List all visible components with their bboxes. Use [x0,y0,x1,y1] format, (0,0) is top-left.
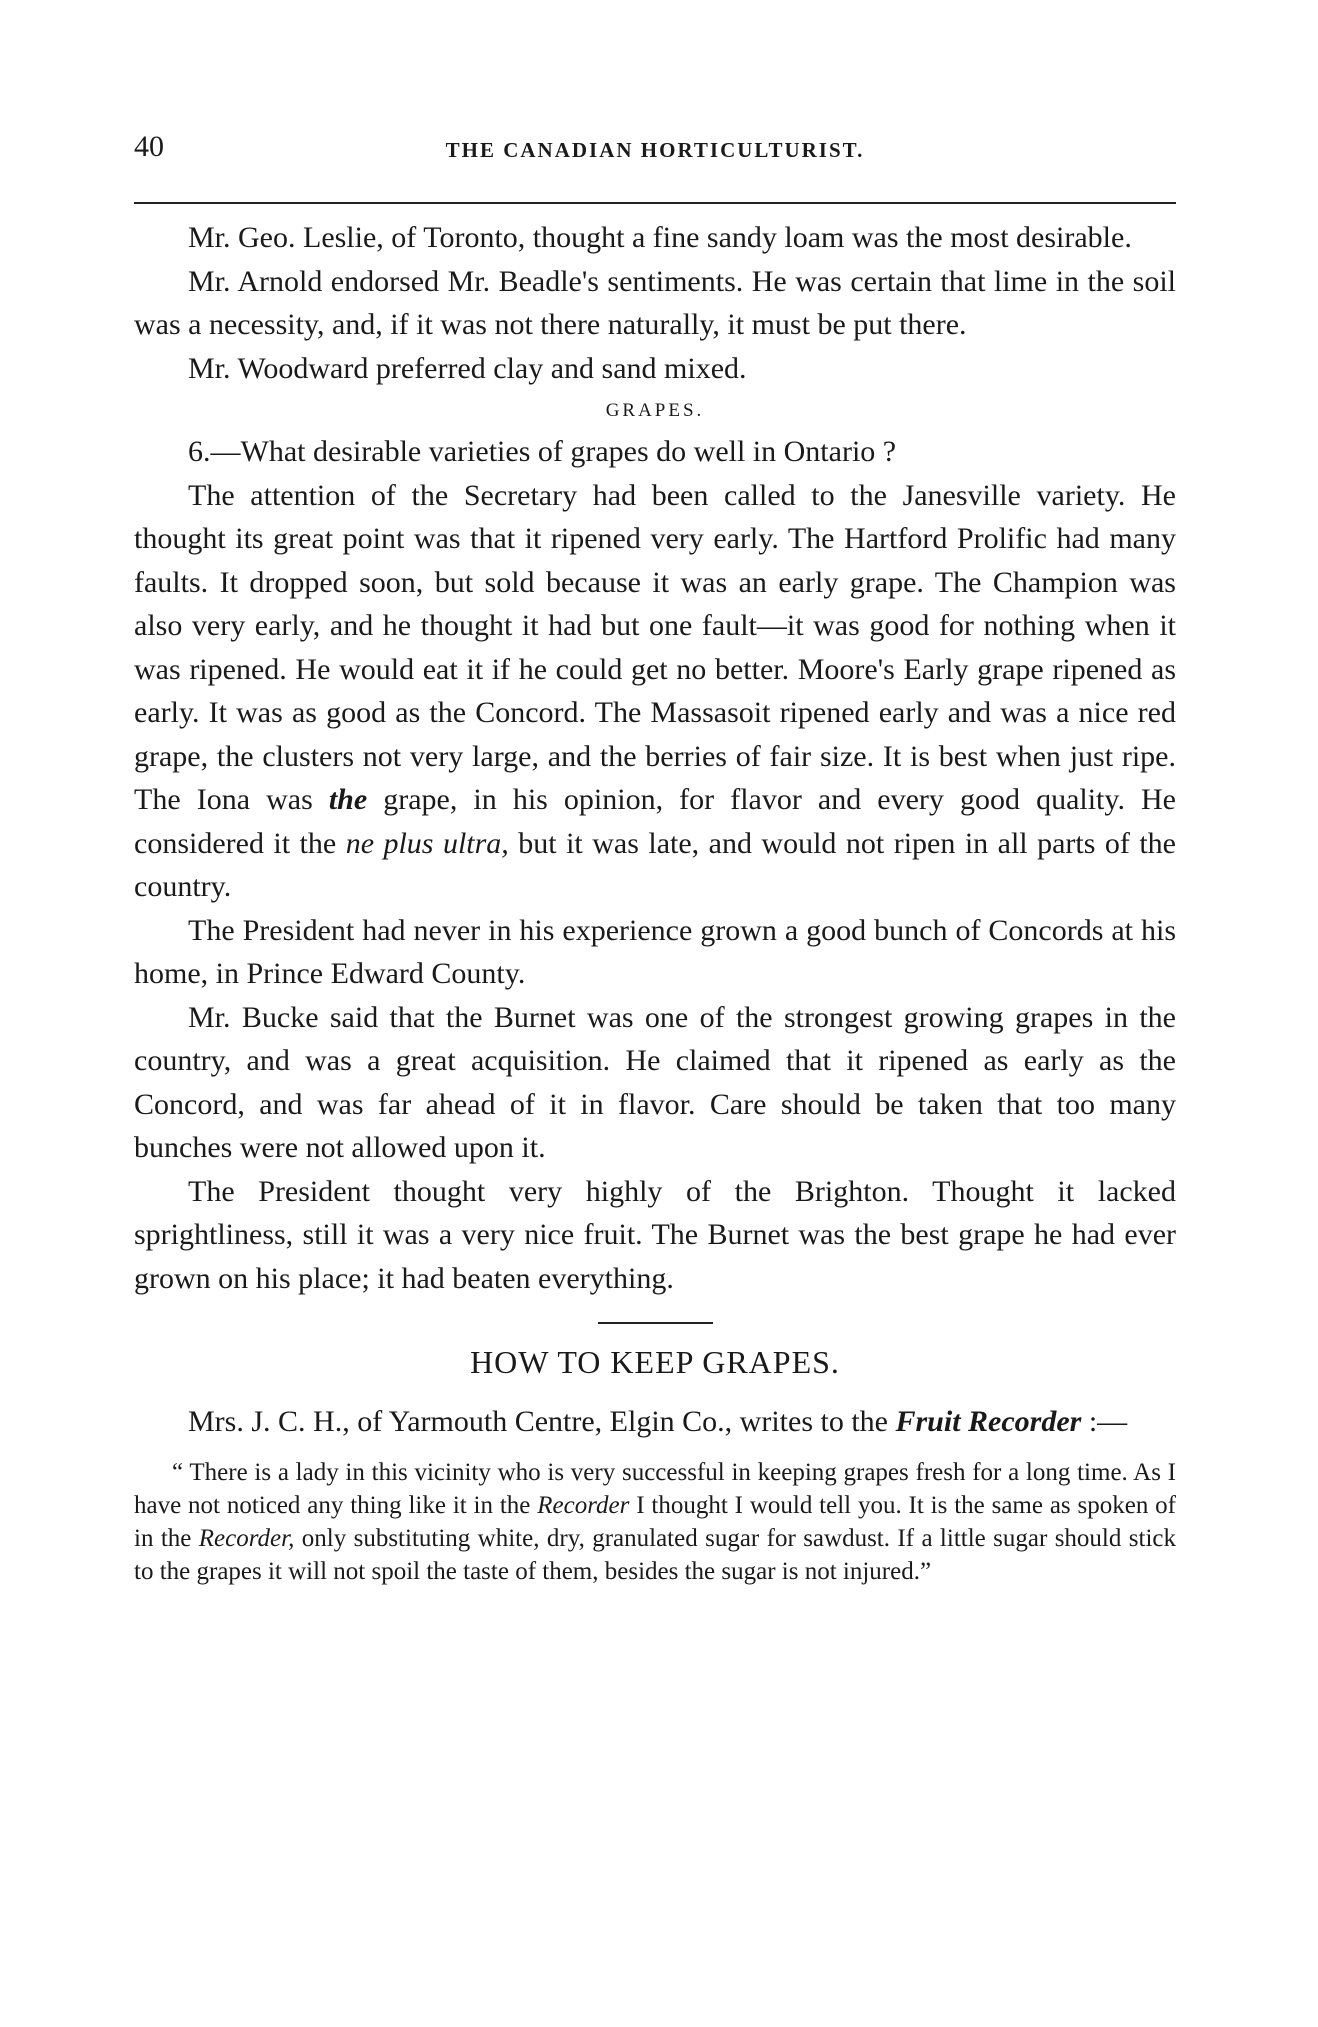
paragraph-secretary [134,474,1176,909]
paragraph-woodward: Mr. Woodward preferred clay and sand mixed. [188,351,747,385]
emphasis-recorder: Recorder, [198,1525,295,1552]
section-divider [598,1322,713,1324]
paragraph-bucke: Mr. Bucke said that the Burnet was one of the strongest growing grapes in the country, and was a great acquisition. He claimed that it ripened as early as the Concord, and was far ahead of it in flavor. Care should be taken that too many bunches were not allowed upon it. [134,1000,1176,1164]
running-head: THE CANADIAN HORTICULTURIST. [445,138,865,162]
text-run: grape, in his opinion, for flavor and every good quality. He considered it the [134,783,1176,860]
question-6: 6.—What desirable varieties of grapes do well in Ontario ? [188,435,897,468]
page-number: 40 [134,130,164,163]
text-run: :— [1081,1405,1128,1438]
paragraph-president-concords: The President had never in his experience grown a good bunch of Concords at his home, in Prince Edward County. [134,913,1176,990]
text-run: I thought I would tell you. It is the same as spoken of in the [134,1492,1177,1552]
emphasis-fruit-recorder: Fruit Recorder [895,1405,1082,1438]
page-body [134,216,1176,1588]
emphasis-ne-plus-ultra: ne plus ultra, [345,826,509,860]
quoted-letter [134,1456,1176,1588]
page-header [134,130,1176,170]
article-title: HOW TO KEEP GRAPES. [470,1344,840,1380]
text-run: but it was late, and would not ripen in all parts of the country. [134,826,1176,903]
emphasis-recorder: Recorder [537,1492,630,1519]
header-rule [134,202,1176,204]
text-run: “ There is a lady in this vicinity who is very successful in keeping grapes fresh for a long time. As I have not noticed any thing like it in the [134,1459,1176,1519]
text-run: only substituting white, dry, granulated sugar for sawdust. If a little sugar should stick to the grapes it will not spoil the taste of them, besides the sugar is not injured.” [134,1525,1176,1585]
paragraph-leslie: Mr. Geo. Leslie, of Toronto, thought a fine sandy loam was the most desirable. [188,221,1132,254]
emphasis-the: the [328,783,368,816]
text-run: The attention of the Secretary had been called to the Janesville variety. He thought its great point was that it ripened very early. The Hartford Prolific had many faults. It dropped soon, but sold because it was an early grape. The Champion was also very early, and he thought it had but one fault—it was good for nothing when it was ripened. He would eat it if he could get no better. Moore's Early grape ripened as early. It was as good as the Concord. The Massasoit ripened early and was a nice red grape, the clusters not very large, and the berries of fair size. It is best when just ripe. The Iona was [134,478,1176,816]
paragraph-president-brighton: The President thought very highly of the Brighton. Thought it lacked sprightliness, still it was a very nice fruit. The Burnet was the best grape he had ever grown on his place; it had beaten everything. [134,1174,1176,1295]
section-heading-grapes: GRAPES. [605,400,705,421]
paragraph-intro [134,1400,1176,1444]
paragraph-arnold: Mr. Arnold endorsed Mr. Beadle's sentiments. He was certain that lime in the soil was a necessity, and, if it was not there naturally, it must be put there. [134,264,1176,341]
text-run: Mrs. J. C. H., of Yarmouth Centre, Elgin Co., writes to the [188,1405,896,1438]
